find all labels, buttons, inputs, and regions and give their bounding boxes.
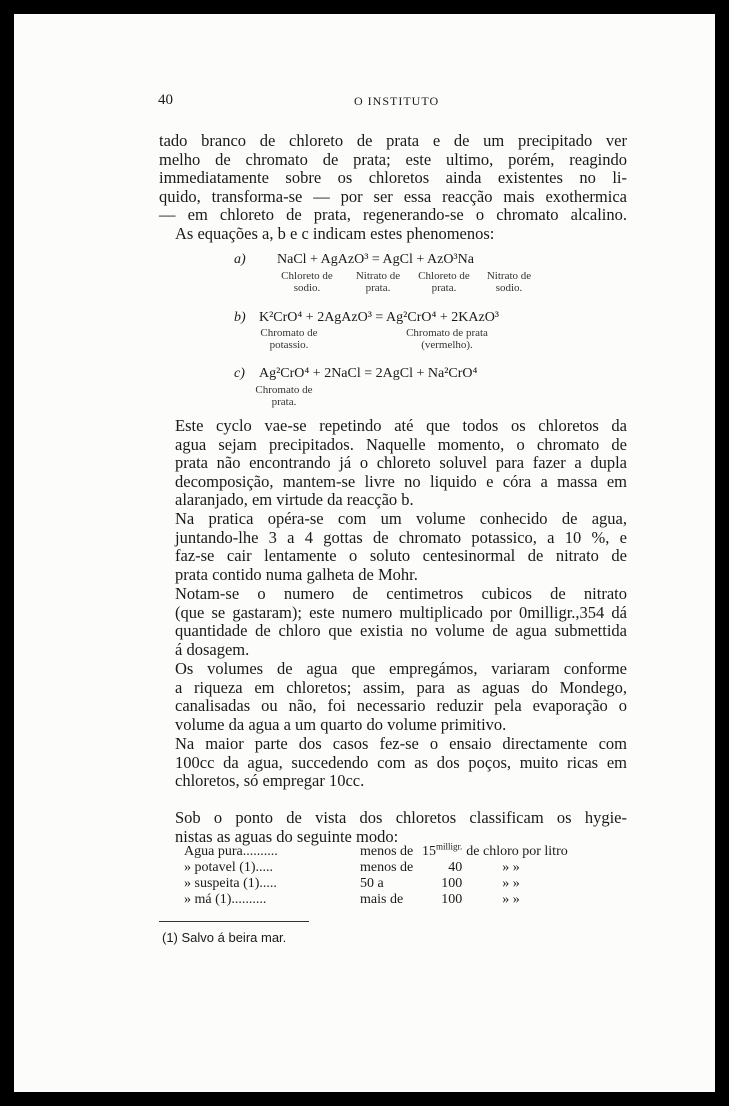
text-line: volume da agua a um quarto do volume primitivo. [175, 714, 507, 734]
class-relation: 50 a [360, 876, 384, 891]
text-line: á dosagem. [175, 639, 250, 659]
text-line: juntando-lhe 3 a 4 gottas de chromato potassico, a 10 %, e [175, 527, 627, 547]
class-relation: menos de [360, 844, 414, 859]
table-row [184, 892, 568, 908]
class-relation: menos de [360, 860, 414, 875]
equation-b-label-1: Chromato de potassio. [260, 327, 318, 351]
class-value: 100 [441, 892, 463, 907]
text-line: chloretos, só empregar 10cc. [175, 771, 365, 791]
text-line: decomposição, mantem-se livre no liquido e córa a massa em [175, 471, 627, 491]
text-line: Sob o ponto de vista dos chloretos classificam os hygie- [175, 808, 627, 827]
text-line: Na pratica opéra-se com um volume conhecido de agua, [175, 509, 627, 528]
text-line: agua sejam precipitados. Naquelle momento, o chromato de [175, 434, 627, 454]
text-line: As equações a, b e c indicam estes phenomenos: [175, 224, 495, 243]
text-line: melho de chromato de prata; este ultimo, porém, reagindo [159, 149, 627, 169]
class-rest: de chloro por litro [466, 844, 568, 859]
class-rest: » » [502, 876, 520, 891]
text-line: canalisadas ou não, foi necessario reduzir pela evaporação o [175, 696, 627, 716]
table-row [184, 844, 568, 860]
equation-c-label-1: Chromato de prata. [255, 384, 313, 408]
equation-c-formula: Ag²CrO⁴ + 2NaCl = 2AgCl + Na²CrO⁴ [259, 366, 478, 381]
text-line: Notam-se o numero de centimetros cubicos de nitrato [175, 584, 627, 603]
class-rest: » » [502, 892, 520, 907]
equation-c-letter: c) [234, 366, 245, 381]
equation-a-letter: a) [234, 252, 246, 267]
paragraph-4 [159, 510, 627, 584]
equation-a-label-3: Chloreto de prata. [418, 270, 470, 294]
text-line: prata contido numa galheta de Mohr. [175, 564, 418, 584]
text-line: a riqueza em chloretos; assim, para as aguas do Mondego, [175, 677, 627, 697]
page-number: 40 [158, 92, 173, 108]
equation-a-label-2: Nitrato de prata. [355, 270, 401, 294]
table-row [184, 860, 568, 876]
text-line: faz-se cair lentamente o soluto centesinormal de nitrato de [175, 546, 627, 566]
text-line: immediatamente sobre os chloretos ainda existentes no li- [159, 168, 627, 188]
paragraph-6 [159, 660, 627, 734]
footnote-rule [159, 921, 309, 922]
text-line: alaranjado, em virtude da reacção b. [175, 490, 414, 510]
equation-a-label-4: Nitrato de sodio. [486, 270, 532, 294]
text-line: — em chloreto de prata, regenerando-se o chromato alcalino. [159, 205, 627, 225]
page [14, 14, 715, 1092]
text-line: Este cyclo vae-se repetindo até que todos os chloretos da [175, 416, 627, 435]
class-relation: mais de [360, 892, 404, 907]
text-line: 100cc da agua, succedendo com as dos poços, muito ricas em [175, 752, 627, 772]
text-line: quantidade de chloro que existia no volume de agua submettida [175, 621, 627, 641]
paragraph-5 [159, 585, 627, 659]
text-line: prata não encontrando já o chloreto soluvel para fazer a dupla [175, 453, 627, 473]
equation-a-label-1: Chloreto de sodio. [281, 270, 333, 294]
text-line: nistas as aguas do seguinte modo: [175, 826, 399, 846]
paragraph-7 [159, 735, 627, 791]
class-name: » suspeita (1)..... [184, 876, 277, 891]
running-title: O INSTITUTO [354, 94, 440, 108]
class-unit: milligr. [436, 841, 463, 852]
table-row [184, 876, 568, 892]
classification-table [184, 841, 568, 908]
paragraph-2 [159, 225, 627, 244]
class-name: » má (1).......... [184, 892, 267, 907]
equation-b-label-2: Chromato de prata (vermelho). [406, 327, 488, 351]
class-value: $15^{milligr.}$ [422, 841, 463, 859]
footnote: (1) Salvo á beira mar. [162, 930, 287, 945]
paragraph-1 [159, 132, 627, 225]
text-line: Os volumes de agua que empregámos, variaram conforme [175, 659, 627, 678]
class-value: 100 [441, 876, 463, 891]
text-line: (que se gastaram); este numero multiplicado por 0milligr.,354 dá [175, 602, 627, 622]
text-line: quido, transforma-se — por ser essa reacção mais exothermica [159, 186, 627, 206]
class-value: 40 [448, 860, 463, 875]
class-name: Agua pura.......... [184, 844, 278, 859]
text-line: Na maior parte dos casos fez-se o ensaio directamente com [175, 734, 627, 753]
text-line: tado branco de chloreto de prata e de um precipitado ver [159, 131, 627, 150]
class-rest: » » [502, 860, 520, 875]
paragraph-3 [159, 417, 627, 510]
equation-a-formula: NaCl + AgAzO³ = AgCl + AzO³Na [277, 252, 474, 267]
equation-b-formula: K²CrO⁴ + 2AgAzO³ = Ag²CrO⁴ + 2KAzO³ [259, 310, 499, 325]
class-name: » potavel (1)..... [184, 860, 274, 875]
paragraph-8 [159, 809, 627, 846]
equation-b-letter: b) [234, 310, 246, 325]
